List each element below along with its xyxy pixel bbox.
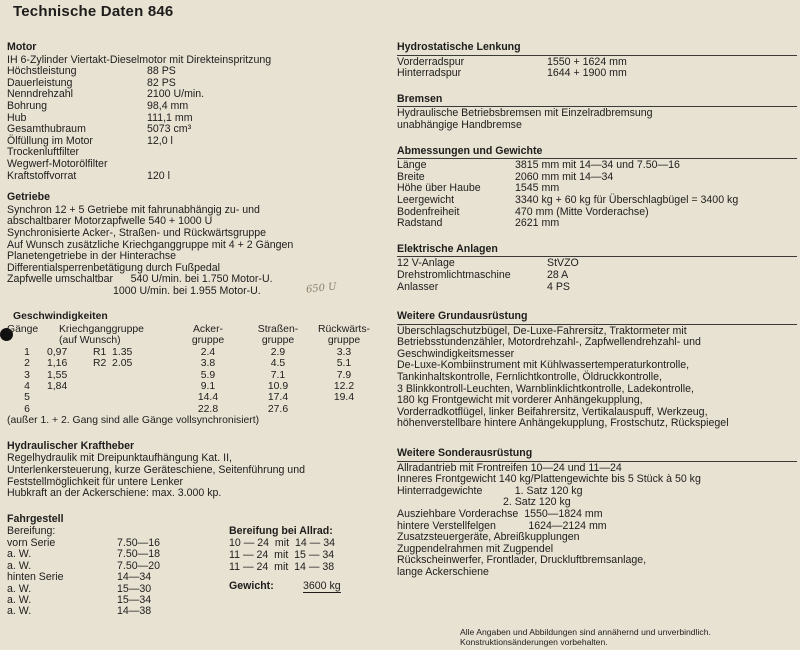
speed-cell: 6 [24, 403, 30, 415]
spec-value: 88 PS [147, 65, 176, 78]
speed-cell: 1,55 [47, 369, 68, 381]
getriebe-section [7, 192, 385, 297]
grundausruestung-heading: Weitere Grundausrüstung [397, 310, 528, 323]
kraftheber-heading: Hydraulischer Kraftheber [7, 439, 135, 452]
spec-value: 7.50—16 [117, 536, 160, 549]
spec-label: Höhe über Haube [397, 182, 481, 195]
spec-label: Ölfüllung im Motor [7, 134, 93, 147]
header-cell [7, 335, 59, 346]
spec-label: Nenndrehzahl [7, 88, 73, 101]
text-line: Planetengetriebe in der Hinterachse [7, 250, 177, 263]
speed-cell [93, 381, 173, 392]
speed-cell: 5.1 [336, 358, 352, 370]
text-line: abschaltbarer Motorzapfwelle 540 + 1000 U [7, 215, 213, 228]
text-line: Ausziehbare Vorderachse 1550—1824 mm [397, 508, 603, 520]
text-line: 2. Satz 120 kg [397, 496, 571, 509]
header-cell: gruppe [327, 335, 361, 347]
spec-row [7, 101, 385, 113]
spec-label: a. W. [7, 582, 32, 595]
spec-row [7, 595, 385, 606]
geschwindigkeiten-section [7, 311, 385, 426]
speed-cell [47, 404, 93, 415]
text-line: Auf Wunsch zusätzliche Kriechganggruppe mit 4 + 2 Gängen [7, 238, 294, 251]
spec-label: Trockenluftfilter [7, 146, 80, 159]
spec-row [7, 606, 385, 617]
speed-cell: R1 1.35 [93, 346, 133, 358]
spec-value: 98,4 mm [147, 99, 189, 112]
spec-value: 28 A [547, 268, 569, 281]
kraftheber-section [7, 441, 385, 500]
spec-value: 82 PS [147, 76, 176, 89]
spec-value: StVZO [547, 257, 579, 270]
spec-label: Bodenfreiheit [397, 205, 460, 218]
speed-cell: 1 [24, 346, 30, 358]
spec-label: a. W. [7, 605, 32, 618]
spec-row [397, 160, 797, 172]
spec-value: 4 PS [547, 280, 570, 293]
spec-row [397, 207, 797, 219]
text-line: Unterlenkersteuerung, kurze Geräteschiene, Seitenführung und [7, 463, 305, 476]
spec-value: 12,0 l [147, 134, 173, 147]
geschwindigkeiten-heading: Geschwindigkeiten [13, 311, 108, 323]
spec-value: 7.50—20 [117, 559, 160, 572]
spec-label: Hinterradspur [397, 67, 462, 80]
abmessungen-rows [397, 160, 797, 230]
spec-label: Anlasser [397, 280, 439, 293]
bremsen-section [397, 94, 797, 132]
spec-label: Hub [7, 111, 27, 124]
lenkung-section [397, 42, 797, 80]
text-line: Hydraulische Betriebsbremsen mit Einzelradbremsung [397, 107, 653, 120]
grundausruestung-lines [397, 326, 797, 430]
spec-value: 1550 + 1624 mm [547, 55, 627, 68]
text-line: Zusatzsteuergeräte, Abreißkupplungen [397, 531, 580, 544]
divider [397, 256, 797, 257]
spec-row [397, 195, 797, 207]
speed-row [7, 370, 385, 381]
spec-row [7, 171, 385, 183]
text-line: De-Luxe-Kombiinstrument mit Kühlwassertemperaturkontrolle, [397, 359, 690, 372]
fahrgestell-section [7, 514, 385, 618]
text-line: Inneres Frontgewicht 140 kg/Plattengewichte bis 5 Stück à 50 kg [397, 473, 701, 486]
speed-cell: 12.2 [333, 381, 355, 393]
header-cell: Acker- [192, 324, 224, 336]
sonderausruestung-heading: Weitere Sonderausrüstung [397, 447, 533, 460]
page-title: Technische Daten 846 [13, 3, 174, 20]
bremsen-lines [397, 108, 797, 131]
speed-cell: 2 [24, 358, 30, 370]
gewicht-value: 3600 kg [303, 580, 341, 593]
speed-cell: 1,16 [47, 358, 68, 370]
speed-cell: 22.8 [197, 403, 219, 415]
right-column [397, 42, 797, 589]
header-cell: Straßen- [257, 324, 299, 336]
spec-label: Radstand [397, 217, 443, 230]
header-cell: Rückwärts- [318, 324, 370, 336]
spec-value: 14—34 [117, 571, 152, 584]
spec-label: Gesamthubraum [7, 123, 86, 136]
spec-label: Drehstromlichtmaschine [397, 268, 511, 281]
speed-table [7, 324, 385, 415]
bereifung-label: Bereifung: [7, 525, 56, 538]
speed-cell: 14.4 [197, 392, 219, 404]
spec-value: 120 l [147, 169, 170, 182]
spec-value: 14—38 [117, 605, 152, 618]
speed-cell: R2 2.05 [93, 358, 133, 370]
getriebe-lines [7, 205, 385, 298]
spec-label: Vorderradspur [397, 55, 465, 68]
text-line: 180 kg Frontgewicht mit vorderer Anhängekupplung, [397, 394, 643, 407]
gewicht-label: Gewicht: [229, 580, 274, 593]
text-line: 10 — 24 mit 14 — 34 [229, 537, 335, 550]
motor-section [7, 42, 385, 182]
spec-value: 3815 mm mit 14—34 und 7.50—16 [515, 159, 680, 172]
text-line: Geschwindigkeitsmesser [397, 347, 515, 360]
speed-table-header [7, 324, 385, 335]
spec-value: 15—30 [117, 582, 152, 595]
text-line: Feststellmöglichkeit für untere Lenker [7, 475, 184, 488]
text-line: 11 — 24 mit 14 — 38 [229, 560, 335, 573]
getriebe-heading: Getriebe [7, 191, 50, 204]
abmessungen-section [397, 146, 797, 230]
sonderausruestung-section [397, 448, 797, 579]
spec-value: 1644 + 1900 mm [547, 67, 627, 80]
speed-cell: 27.6 [267, 403, 289, 415]
header-cell: Gänge [7, 324, 39, 336]
speed-row [7, 358, 385, 369]
spec-label: a. W. [7, 559, 32, 572]
text-line: Synchron 12 + 5 Getriebe mit fahrunabhängig zu- und [7, 203, 260, 216]
footnote-line: Konstruktionsänderungen vorbehalten. [460, 637, 608, 647]
text-line: unabhängige Handbremse [397, 118, 522, 131]
spec-label: Höchstleistung [7, 65, 77, 78]
elektrik-heading: Elektrische Anlagen [397, 242, 498, 255]
speed-cell: 5.9 [200, 369, 216, 381]
spec-value: 2060 mm mit 14—34 [515, 170, 614, 183]
text-line: lange Ackerschiene [397, 565, 489, 578]
spec-label: a. W. [7, 548, 32, 561]
spec-row [7, 159, 385, 171]
text-line: Differentialsperrenbetätigung durch Fußpedal [7, 261, 220, 274]
text-line: Überschlagschutzbügel, De-Luxe-Fahrersitz, Traktormeter mit [397, 324, 687, 337]
speed-row [7, 381, 385, 392]
text-line: hintere Verstellfelgen 1624—2124 mm [397, 519, 607, 532]
speed-cell [47, 392, 93, 403]
speed-cell: 3.8 [200, 358, 216, 370]
spec-value: 470 mm (Mitte Vorderachse) [515, 205, 649, 218]
spec-row [397, 218, 797, 230]
footnote [460, 627, 711, 647]
header-cell: gruppe [191, 335, 225, 347]
spec-label: Länge [397, 159, 427, 172]
spec-value: 111,1 mm [147, 111, 193, 124]
allrad-block [229, 526, 341, 593]
speed-cell [93, 404, 173, 415]
speed-table-header [7, 335, 385, 346]
speed-cell [93, 392, 173, 403]
spec-value: 2100 U/min. [147, 88, 205, 101]
speed-cell: 1,84 [47, 381, 68, 393]
spec-label: Dauerleistung [7, 76, 73, 89]
speed-cell [93, 370, 173, 381]
text-line: Tankinhaltskontrolle, Fernlichtkontrolle, Öldruckkontrolle, [397, 371, 662, 384]
spec-label: a. W. [7, 593, 32, 606]
speed-note: (außer 1. + 2. Gang sind alle Gänge vollsynchronisiert) [7, 415, 260, 427]
motor-heading: Motor [7, 41, 37, 53]
grundausruestung-section [397, 311, 797, 430]
speed-cell: 0,97 [47, 346, 68, 358]
speed-cell: 17.4 [267, 392, 289, 404]
speed-cell: 4 [24, 381, 30, 393]
lenkung-heading: Hydrostatische Lenkung [397, 41, 521, 53]
text-line: Hinterradgewichte 1. Satz 120 kg [397, 484, 583, 497]
spec-label: Bohrung [7, 99, 48, 112]
lenkung-rows [397, 57, 797, 80]
text-line: Vorderradkotflügel, linker Beifahrersitz, Vertikalauspuff, Werkzeug, [397, 405, 708, 418]
spec-label: 12 V-Anlage [397, 257, 455, 270]
speed-cell: 9.1 [200, 381, 216, 393]
speed-cell: 7.1 [270, 369, 286, 381]
text-line: 3 Blinkkontroll-Leuchten, Warnblinklichtkontrolle, Ladekontrolle, [397, 382, 694, 395]
spec-value: 3340 kg + 60 kg für Überschlagbügel = 3400 kg [515, 193, 739, 206]
handwritten-note: 650 U [305, 281, 338, 296]
gewicht-row [229, 581, 341, 593]
header-cell: Kriechganggruppe [59, 324, 144, 336]
speed-cell: 2.4 [200, 346, 216, 358]
spec-value: 2621 mm [515, 217, 560, 230]
speed-cell [313, 404, 375, 415]
speed-cell: 5 [24, 392, 30, 404]
spec-row [7, 89, 385, 101]
bremsen-heading: Bremsen [397, 92, 443, 105]
text-line: Allradantrieb mit Frontreifen 10—24 und 11—24 [397, 461, 622, 474]
spec-label: hinten Serie [7, 571, 64, 584]
speed-row [7, 404, 385, 415]
spec-label: Leergewicht [397, 193, 455, 206]
spec-label: Kraftstoffvorrat [7, 169, 77, 182]
spec-label: Wegwerf-Motorölfilter [7, 157, 108, 170]
allrad-heading: Bereifung bei Allrad: [229, 524, 333, 537]
spec-value: 7.50—18 [117, 548, 160, 561]
speed-cell: 4.5 [270, 358, 286, 370]
text-line: 1000 U/min. bei 1.955 Motor-U. [7, 284, 261, 297]
spec-row [397, 282, 797, 294]
text-line: höhenverstellbare hintere Anhängekupplung, Frostschutz, Rückspiegel [397, 417, 729, 430]
spec-label: Breite [397, 170, 425, 183]
kraftheber-lines [7, 453, 385, 499]
speed-cell: 10.9 [267, 381, 289, 393]
elektrik-section [397, 244, 797, 293]
spec-row [7, 124, 385, 136]
spec-label: vorn Serie [7, 536, 56, 549]
abmessungen-heading: Abmessungen und Gewichte [397, 144, 543, 157]
sonderausruestung-lines [397, 463, 797, 579]
spec-row [397, 68, 797, 80]
text-line: Hubkraft an der Ackerschiene: max. 3.000 kp. [7, 487, 222, 500]
motor-rows [7, 55, 385, 183]
speed-cell: 3 [24, 369, 30, 381]
speed-cell: 3.3 [336, 346, 352, 358]
text-line: Synchronisierte Acker-, Straßen- und Rückwärtsgruppe [7, 226, 267, 239]
speed-cell: 7.9 [336, 369, 352, 381]
speed-cell: 19.4 [333, 392, 355, 404]
text-line: Zugpendelrahmen mit Zugpendel [397, 542, 554, 555]
text-line: Regelhydraulik mit Dreipunktaufhängung Kat. II, [7, 452, 232, 465]
text-line: Rückscheinwerfer, Frontlader, Druckluftbremsanlage, [397, 554, 647, 567]
footnote-line: Alle Angaben und Abbildungen sind annähernd und unverbindlich. [460, 627, 711, 637]
text-line: Zapfwelle umschaltbar 540 U/min. bei 1.750 Motor-U. [7, 273, 273, 286]
fahrgestell-heading: Fahrgestell [7, 512, 64, 525]
spec-row [397, 270, 797, 282]
header-cell: gruppe [261, 335, 295, 347]
header-cell: (auf Wunsch) [59, 335, 121, 347]
allrad-list [229, 538, 341, 573]
speed-row [7, 392, 385, 403]
spec-value: 15—34 [117, 593, 152, 606]
spec-value: 1545 mm [515, 182, 560, 195]
spec-value: 5073 cm³ [147, 123, 192, 136]
speed-cell: 2.9 [270, 346, 286, 358]
text-line: 11 — 24 mit 15 — 34 [229, 548, 335, 561]
spec-label: IH 6-Zylinder Viertakt-Dieselmotor mit Direkteinspritzung [7, 53, 272, 66]
left-column [7, 42, 385, 628]
text-line: Betriebsstundenzähler, Motordrehzahl-, Zapfwellendrehzahl- und [397, 336, 701, 349]
speed-row [7, 347, 385, 358]
elektrik-rows [397, 258, 797, 293]
